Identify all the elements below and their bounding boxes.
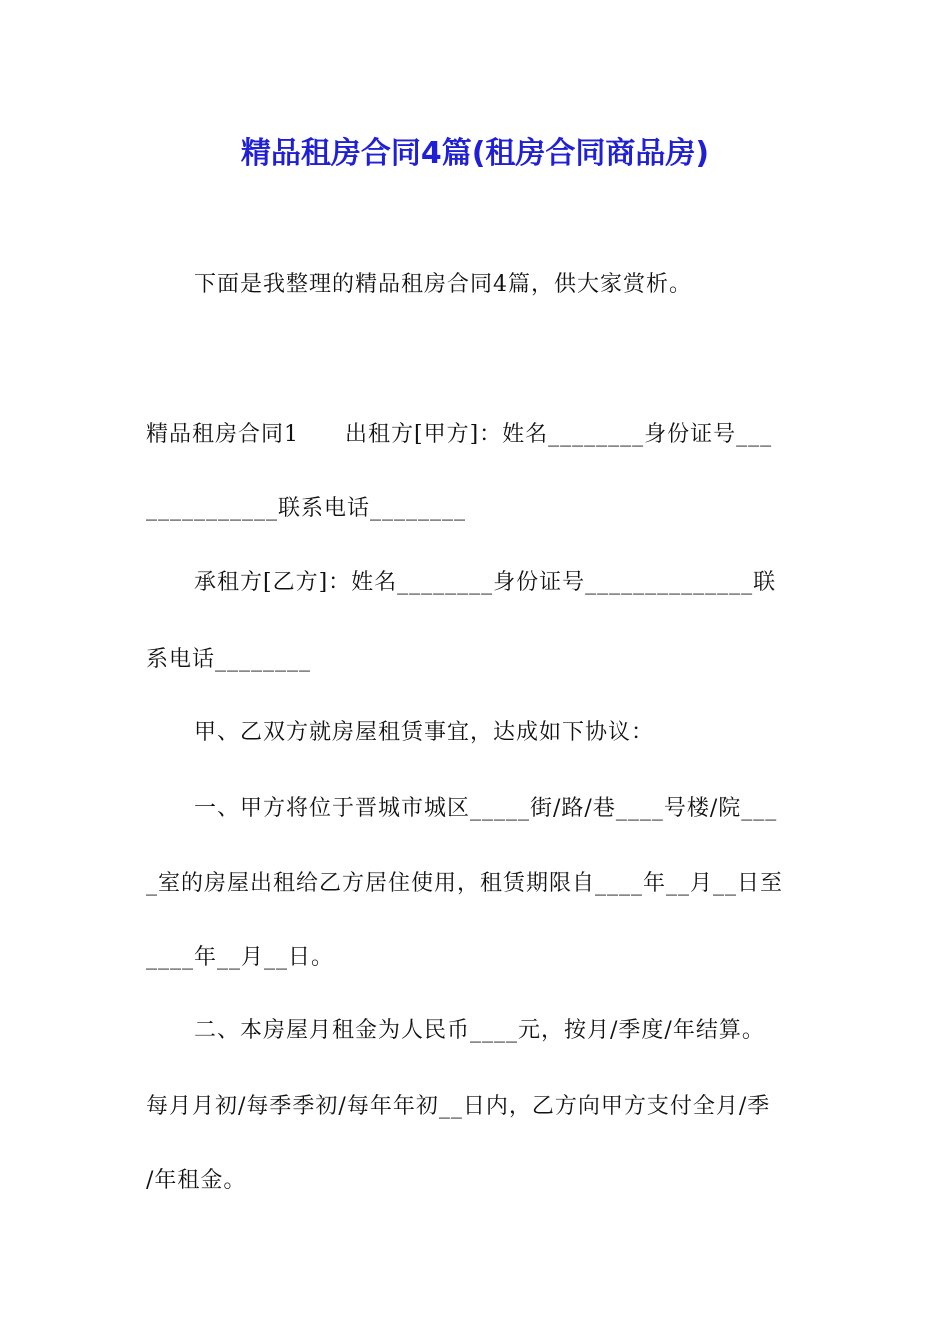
paragraph-line: 承租方[乙方]：姓名________身份证号______________联 (194, 570, 777, 595)
paragraph-line: 精品租房合同1 出租方[甲方]：姓名________身份证号___ (146, 422, 773, 447)
paragraph-line: 二、本房屋月租金为人民币____元，按月/季度/年结算。 (194, 1018, 765, 1043)
paragraph-line: 一、甲方将位于晋城市城区_____街/路/巷____号楼/院___ (194, 796, 778, 821)
paragraph-line: ___________联系电话________ (146, 496, 467, 521)
paragraph-line: ____年__月__日。 (146, 945, 335, 970)
paragraph-line: /年租金。 (146, 1168, 247, 1193)
paragraph-line: 甲、乙双方就房屋租赁事宜，达成如下协议： (194, 720, 655, 745)
paragraph-line: 每月月初/每季季初/每年年初__日内，乙方向甲方支付全月/季 (146, 1094, 771, 1119)
paragraph-line: _室的房屋出租给乙方居住使用，租赁期限自____年__月__日至 (146, 871, 784, 896)
paragraph-line: 系电话________ (146, 647, 312, 672)
document-title: 精品租房合同4篇(租房合同商品房) (240, 136, 710, 171)
paragraph-intro: 下面是我整理的精品租房合同4篇，供大家赏析。 (194, 272, 692, 297)
